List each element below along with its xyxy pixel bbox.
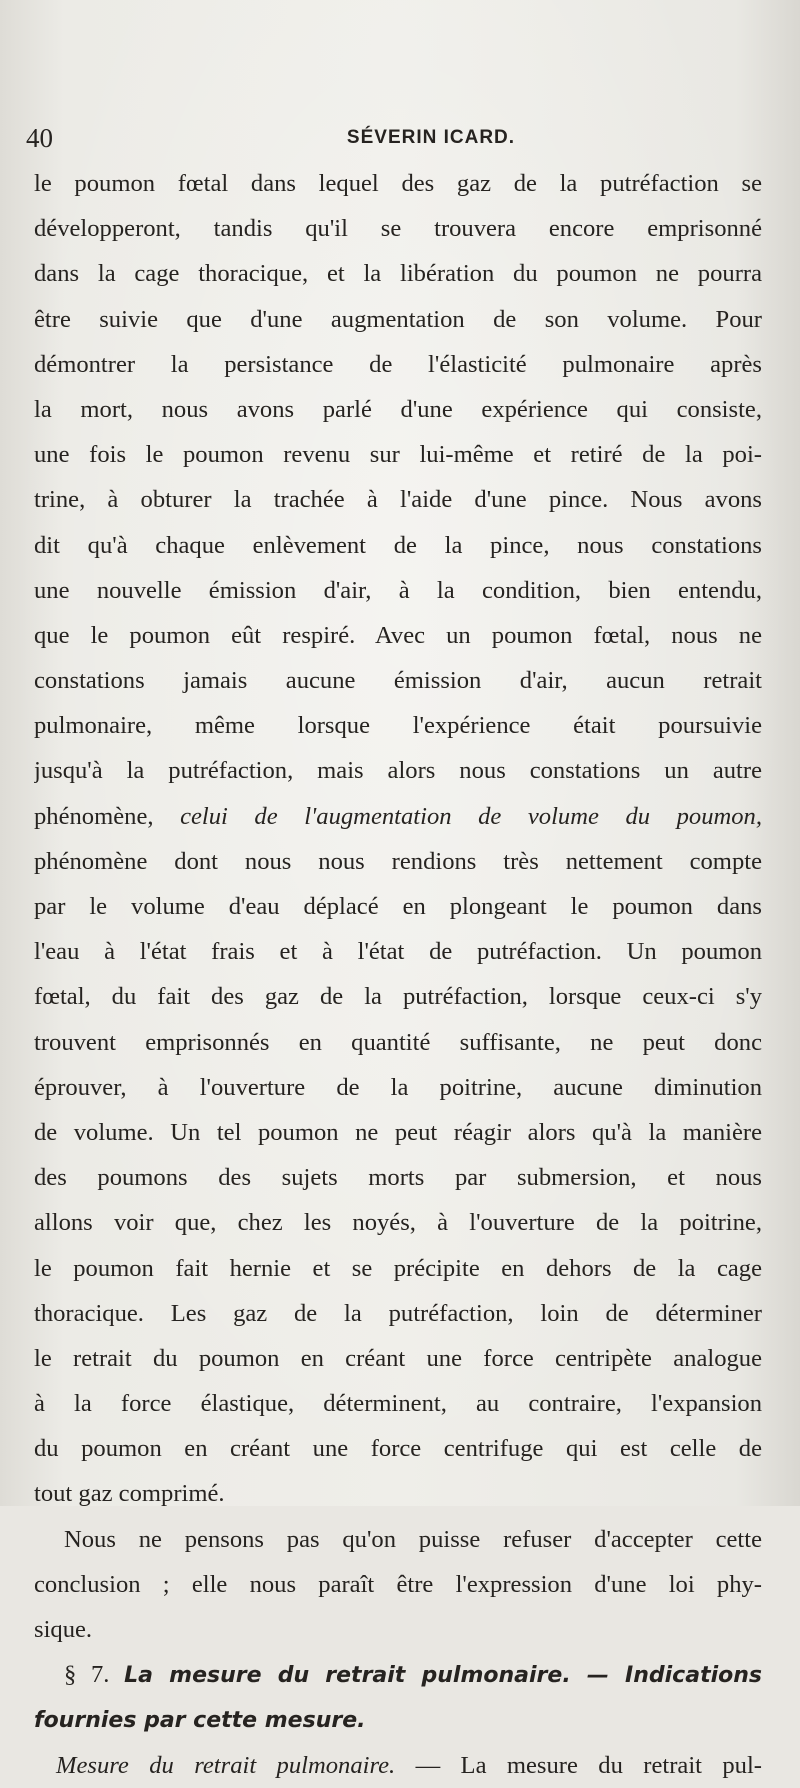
text-line: fœtal, du fait des gaz de la putréfaction, lorsque ceux-ci s'y [34, 983, 762, 1011]
text-line: allons voir que, chez les noyés, à l'ouverture de la poitrine, [34, 1209, 762, 1237]
page-number: 40 [26, 123, 53, 153]
text-segment: phénomène, [34, 802, 181, 830]
text-line: une fois le poumon revenu sur lui-même et retiré de la poi- [34, 441, 762, 469]
text-line: des poumons des sujets morts par submersion, et nous [34, 1164, 762, 1192]
text-line: que le poumon eût respiré. Avec un poumon fœtal, nous ne [34, 621, 762, 649]
text-line: dit qu'à chaque enlèvement de la pince, nous constations [34, 531, 762, 559]
section-title: La mesure du retrait pulmonaire. — Indications [124, 1663, 762, 1689]
section-heading [34, 1652, 762, 1697]
text-line: le retrait du poumon en créant une force centripète analogue [34, 1344, 762, 1372]
text-line: être suivie que d'une augmentation de son volume. Pour [34, 305, 762, 333]
body-text [34, 161, 762, 1788]
text-line: jusqu'à la putréfaction, mais alors nous constations un autre [34, 757, 762, 785]
text-line: une nouvelle émission d'air, à la condition, bien entendu, [34, 576, 762, 604]
section-number: § 7. [64, 1661, 110, 1689]
text-line: pulmonaire, même lorsque l'expérience était poursuivie [34, 712, 762, 740]
text-line: dans la cage thoracique, et la libération du poumon ne pourra [34, 260, 762, 288]
text-segment: — La mesure du retrait pul- [395, 1751, 762, 1779]
text-line: tout gaz comprimé. [34, 1480, 225, 1508]
text-line: trine, à obturer la trachée à l'aide d'une pince. Nous avons [34, 486, 762, 514]
text-line: phénomène dont nous nous rendions très nettement compte [34, 847, 762, 875]
text-line: constations jamais aucune émission d'air, aucun retrait [34, 667, 762, 695]
text-line: du poumon en créant une force centrifuge qui est celle de [34, 1435, 762, 1463]
text-line: l'eau à l'état frais et à l'état de putréfaction. Un poumon [34, 938, 762, 966]
text-line: éprouver, à l'ouverture de la poitrine, aucune diminution [34, 1073, 762, 1101]
text-line: la mort, nous avons parlé d'une expérience qui consiste, [34, 395, 762, 423]
text-line: le poumon fœtal dans lequel des gaz de la putréfaction se [34, 170, 762, 197]
text-line: conclusion ; elle nous paraît être l'expression d'une loi phy- [34, 1570, 762, 1598]
text-line: thoracique. Les gaz de la putréfaction, loin de déterminer [34, 1299, 762, 1327]
text-line: de volume. Un tel poumon ne peut réagir alors qu'à la manière [34, 1118, 762, 1146]
section-heading-cont [34, 1697, 762, 1742]
running-head: SÉVERIN ICARD. [346, 127, 516, 148]
page-header [26, 118, 766, 158]
text-line: à la force élastique, déterminent, au contraire, l'expansion [34, 1390, 762, 1418]
text-line: développeront, tandis qu'il se trouvera encore emprisonné [34, 215, 762, 243]
subsection-title: Mesure du retrait pulmonaire. [56, 1751, 396, 1779]
section-title-cont: fournies par cette mesure. [34, 1708, 366, 1734]
text-line: sique. [34, 1616, 93, 1643]
text-line: démontrer la persistance de l'élasticité pulmonaire après [34, 350, 762, 378]
text-line: par le volume d'eau déplacé en plongeant le poumon dans [34, 893, 762, 920]
italic-phrase: celui de l'augmentation de volume du poumon, [180, 802, 762, 830]
text-line: Nous ne pensons pas qu'on puisse refuser d'accepter cette [64, 1525, 762, 1553]
text-line-mixed [34, 794, 762, 839]
text-line: le poumon fait hernie et se précipite en dehors de la cage [34, 1254, 762, 1282]
text-line: trouvent emprisonnés en quantité suffisante, ne peut donc [34, 1028, 762, 1056]
subsection-line [34, 1743, 762, 1788]
